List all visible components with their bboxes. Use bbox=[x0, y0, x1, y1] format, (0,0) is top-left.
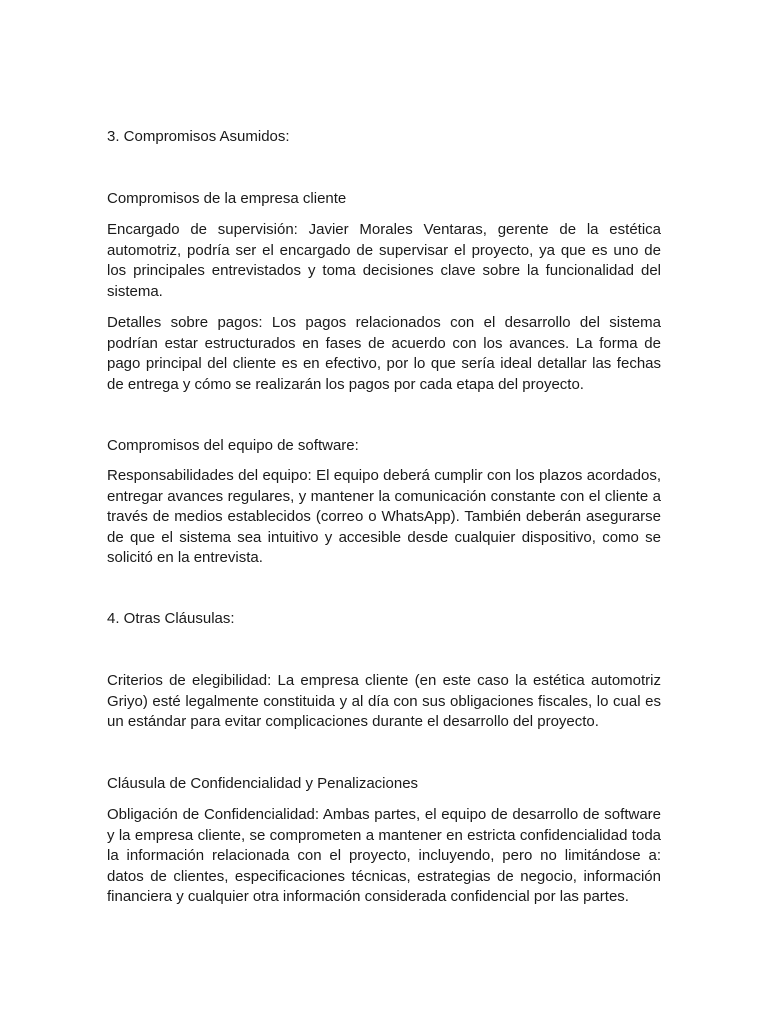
payments-paragraph: Detalles sobre pagos: Los pagos relacionados con el desarrollo del sistema podrían estar estructurados en fases de acuerdo con los avances. La forma de pago principal del cliente es en efectivo, por lo que sería ideal detallar las fechas de entrega y cómo se realizarán los pagos por cada etapa del proyecto. bbox=[107, 314, 661, 393]
team-responsibilities-paragraph: Responsabilidades del equipo: El equipo deberá cumplir con los plazos acordados, entregar avances regulares, y mantener la comunicación constante con el cliente a través de medios establecidos (correo o WhatsApp). También deberán asegurarse de que el sistema sea intuitivo y accesible desde cualquier dispositivo, como se solicitó en la entrevista. bbox=[107, 467, 661, 567]
section-4-heading: 4. Otras Cláusulas: bbox=[107, 610, 235, 627]
client-commitments-heading: Compromisos de la empresa cliente bbox=[107, 190, 347, 207]
section-3-heading: 3. Compromisos Asumidos: bbox=[107, 128, 290, 145]
confidentiality-heading: Cláusula de Confidencialidad y Penalizaciones bbox=[107, 775, 419, 792]
supervision-paragraph: Encargado de supervisión: Javier Morales Ventaras, gerente de la estética automotriz, podría ser el encargado de supervisar el proyecto, ya que es uno de los principales entrevistados y toma decisiones clave sobre la funcionalidad del sistema. bbox=[107, 221, 661, 300]
confidentiality-paragraph: Obligación de Confidencialidad: Ambas partes, el equipo de desarrollo de software y la empresa cliente, se comprometen a mantener en estricta confidencialidad toda la información relacionada con el proyecto, incluyendo, pero no limitándose a: datos de clientes, especificaciones técnicas, estrategias de negocio, información financiera y cualquier otra información considerada confidencial por las partes. bbox=[107, 806, 661, 906]
eligibility-paragraph: Criterios de elegibilidad: La empresa cliente (en este caso la estética automotriz Griyo) esté legalmente constituida y al día con sus obligaciones fiscales, lo cual es un estándar para evitar complicaciones durante el desarrollo del proyecto. bbox=[107, 672, 661, 731]
team-commitments-heading: Compromisos del equipo de software: bbox=[107, 437, 359, 454]
